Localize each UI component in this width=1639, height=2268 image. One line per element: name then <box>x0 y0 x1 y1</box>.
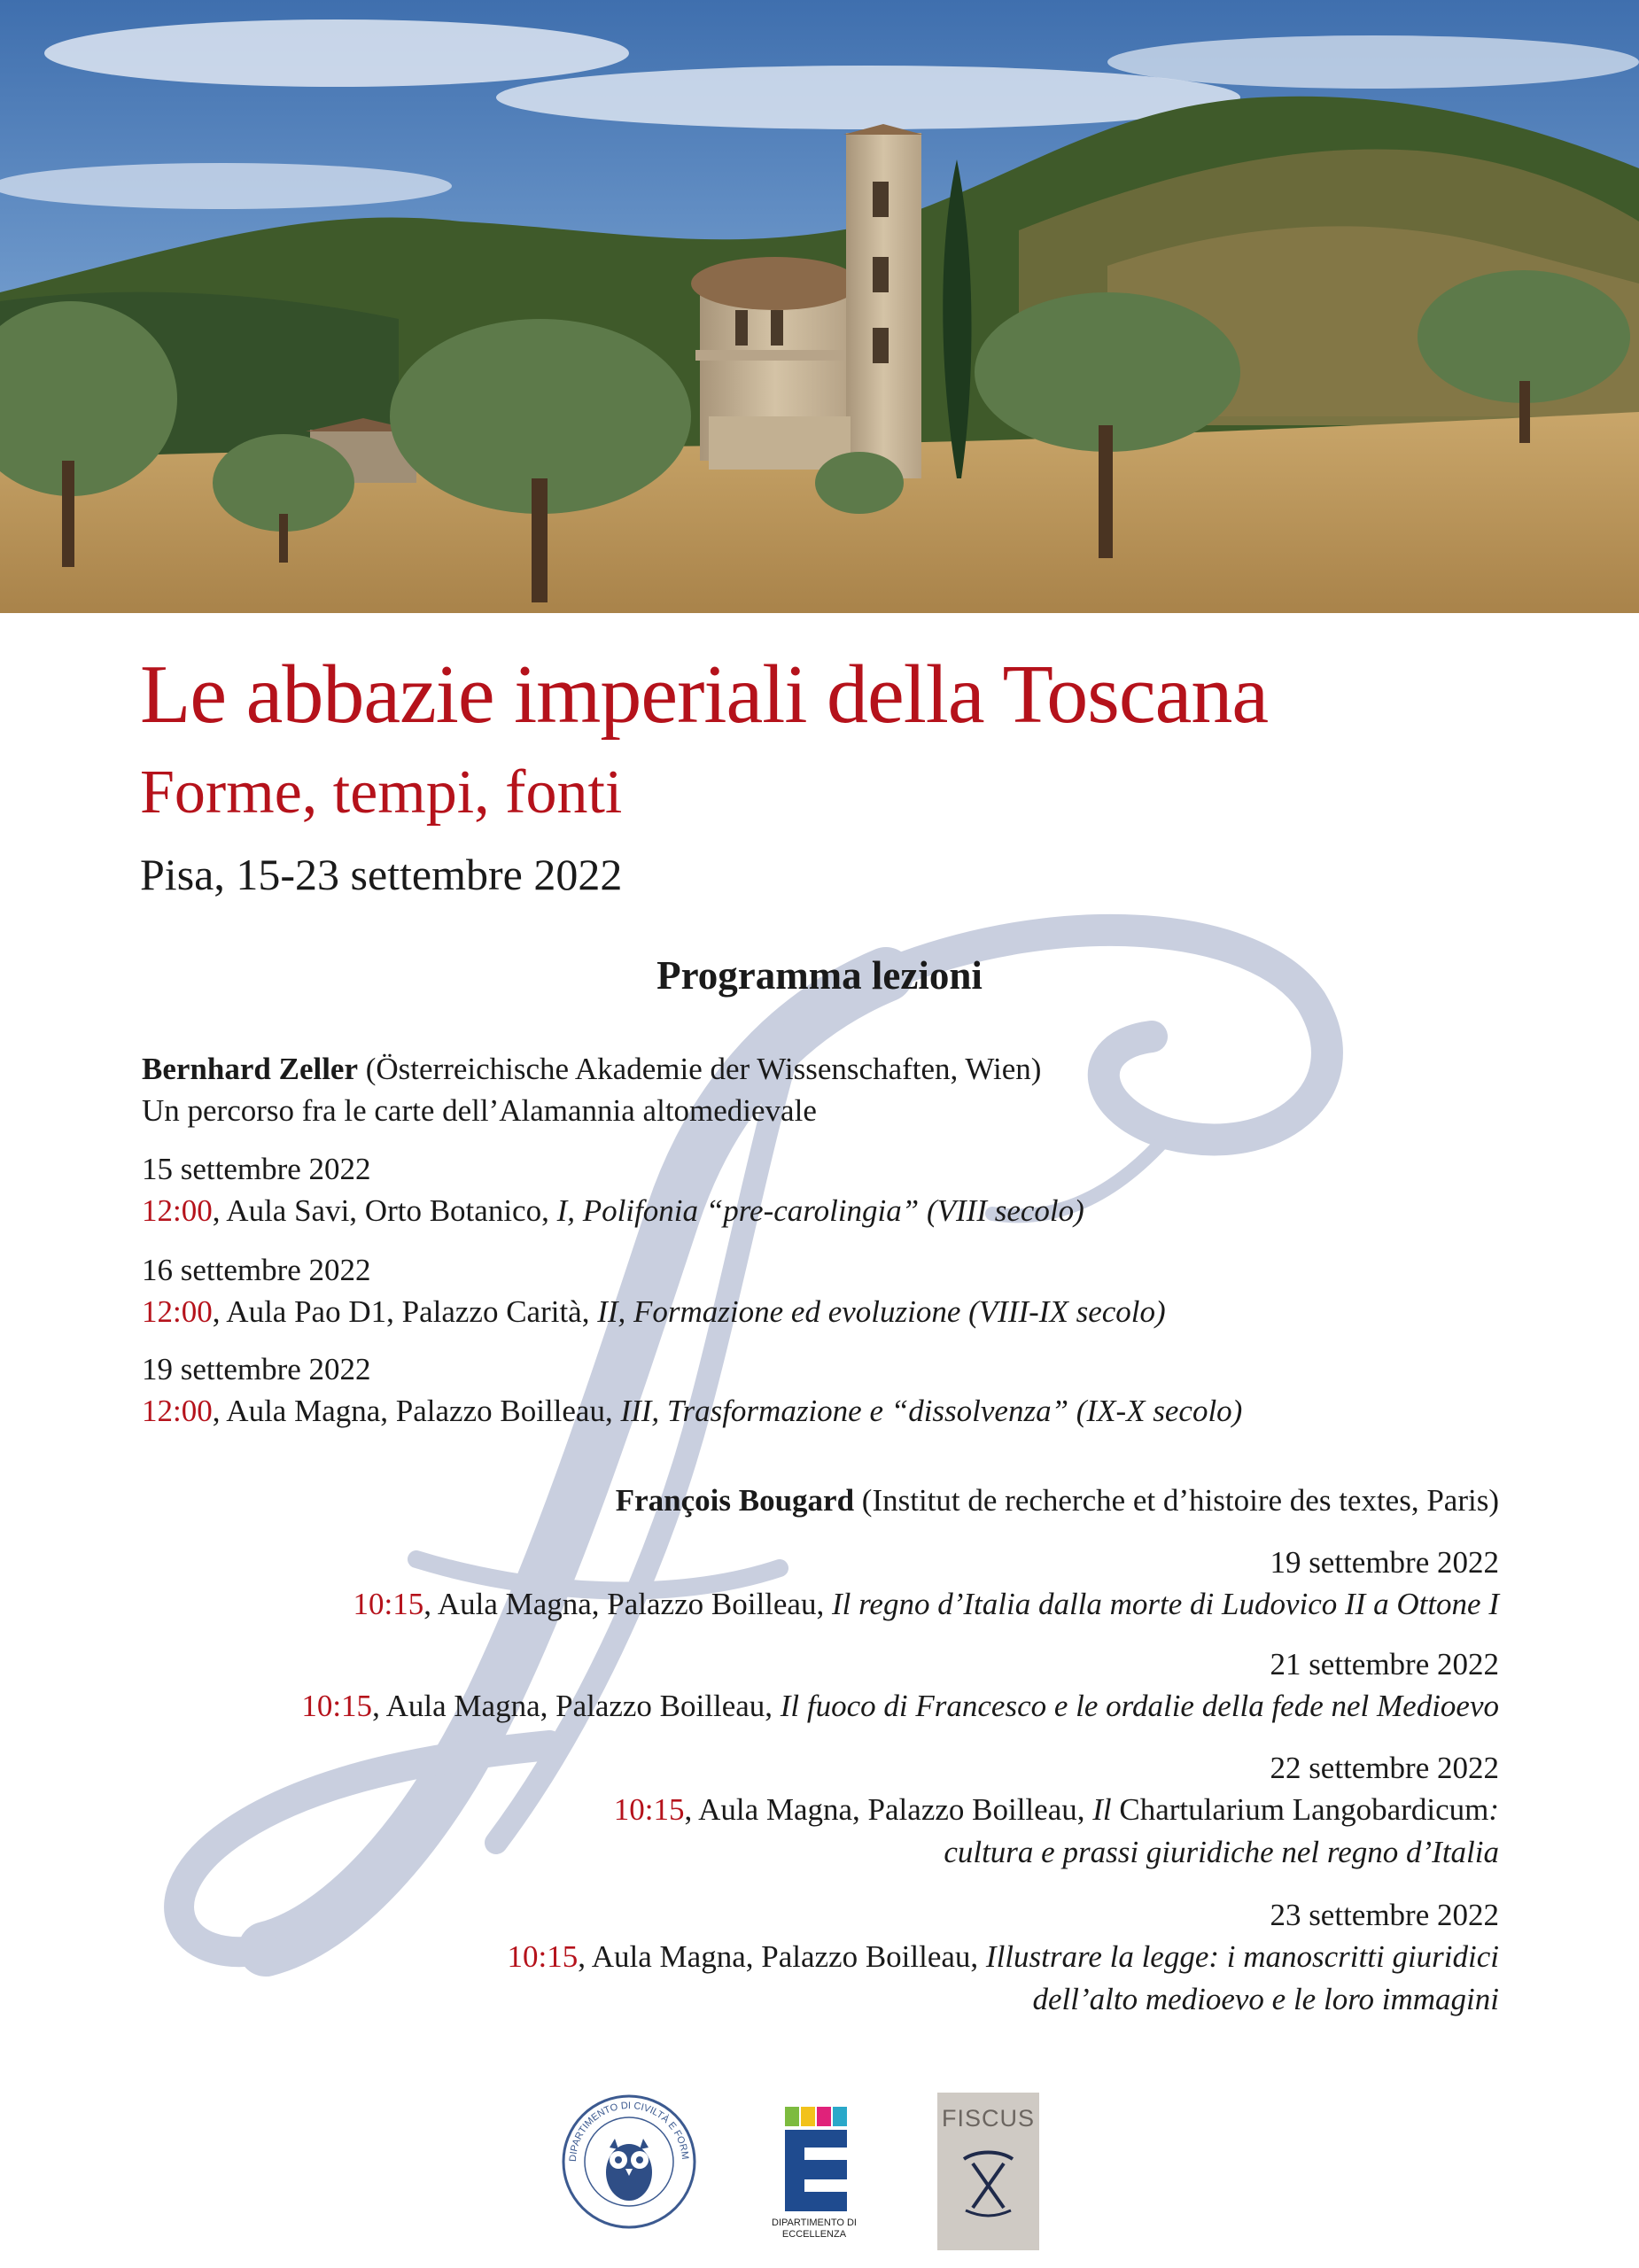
fiscus-label: FISCUS <box>941 2105 1035 2132</box>
lecture-location: , Aula Magna, Palazzo Boilleau, <box>423 1587 832 1622</box>
lecture-time: 12:00 <box>142 1294 213 1330</box>
lecture-details <box>142 1390 1242 1432</box>
lecture-location: , Aula Pao D1, Palazzo Carità, <box>212 1294 598 1330</box>
lecture-entry <box>353 1542 1499 1626</box>
fiscus-basket-icon <box>937 2132 1039 2230</box>
seal-text: DIPARTIMENTO DI CIVILTÀ E FORM <box>567 2100 691 2163</box>
lecture-details <box>142 1190 1084 1231</box>
lecture-date: 19 settembre 2022 <box>1270 1545 1499 1580</box>
lecture-topic-continued: dell’alto medioevo e le loro immagini <box>1032 1981 1499 2016</box>
lecture-entry <box>301 1643 1499 1728</box>
lecture-location: , Aula Savi, Orto Botanico, <box>212 1193 557 1229</box>
lecture-topic: Illustrare la legge: i manoscritti giuridici <box>985 1939 1499 1975</box>
lecture-topic: III, Trasformazione e “dissolvenza” (IX-X secolo) <box>620 1394 1243 1429</box>
hero-photo-abbey <box>0 0 1639 613</box>
lecture-date: 21 settembre 2022 <box>1270 1647 1499 1682</box>
calligraphic-f-watermark <box>0 868 1639 2055</box>
excellence-department-logo <box>765 2107 863 2257</box>
lecture-location: , Aula Magna, Palazzo Boilleau, <box>212 1394 621 1429</box>
speaker-affiliation: (Österreichische Akademie der Wissenschaften, Wien) <box>358 1052 1042 1086</box>
lecture-topic: Il regno d’Italia dalla morte di Ludovico II a Ottone I <box>831 1587 1499 1622</box>
lecture-entry <box>142 1148 1084 1232</box>
page-title: Le abbazie imperiali della Toscana <box>140 649 1269 741</box>
lecture-details <box>353 1583 1499 1625</box>
lecture-time: 10:15 <box>613 1792 685 1828</box>
lecture-entry <box>142 1249 1166 1333</box>
lecture-entry <box>142 1348 1242 1433</box>
lecture-date: 19 settembre 2022 <box>142 1352 371 1386</box>
department-seal-logo <box>558 2091 700 2233</box>
excellence-label-line2: ECCELLENZA <box>781 2229 847 2241</box>
lecture-date: 22 settembre 2022 <box>1270 1751 1499 1785</box>
lecture-date: 15 settembre 2022 <box>142 1152 371 1186</box>
lecture-entry <box>507 1894 1499 2020</box>
lecture-location: , Aula Magna, Palazzo Boilleau, <box>372 1689 781 1724</box>
speaker-name: François Bougard <box>615 1483 855 1518</box>
sponsor-logos <box>0 2091 1639 2268</box>
owl-icon <box>558 2091 700 2233</box>
excellence-e-icon <box>765 2107 863 2213</box>
lecture-time: 10:15 <box>301 1689 373 1724</box>
lecture-date: 16 settembre 2022 <box>142 1253 371 1287</box>
program-heading: Programma lezioni <box>656 953 983 998</box>
lecture-details <box>507 1936 1499 1977</box>
fiscus-logo <box>937 2093 1039 2250</box>
lecture-topic-continued: cultura e prassi giuridiche nel regno d’Italia <box>944 1834 1499 1869</box>
speaker-block-bougard <box>616 1480 1499 1521</box>
lecture-details <box>301 1685 1499 1727</box>
speaker-name: Bernhard Zeller <box>142 1052 358 1086</box>
lecture-topic: II, Formazione ed evoluzione (VIII-IX secolo) <box>597 1294 1166 1330</box>
lecture-topic-work: Chartularium Langobardicum <box>1119 1792 1489 1828</box>
lecture-location: , Aula Magna, Palazzo Boilleau, <box>684 1792 1093 1828</box>
lecture-time: 10:15 <box>507 1939 579 1975</box>
lecture-date: 23 settembre 2022 <box>1270 1898 1499 1932</box>
lecture-entry <box>614 1747 1499 1873</box>
lecture-location: , Aula Magna, Palazzo Boilleau, <box>578 1939 986 1975</box>
lecture-time: 12:00 <box>142 1394 213 1429</box>
excellence-label-line1: DIPARTIMENTO DI <box>772 2218 857 2228</box>
speaker-affiliation: (Institut de recherche et d’histoire des textes, Paris) <box>854 1483 1499 1518</box>
lecture-details <box>614 1789 1499 1830</box>
lecture-topic-prefix: Il <box>1092 1792 1120 1828</box>
speaker-line <box>616 1480 1499 1521</box>
place-and-dates: Pisa, 15-23 settembre 2022 <box>140 850 623 899</box>
lecture-topic: Il fuoco di Francesco e le ordalie della fede nel Medioevo <box>780 1689 1499 1724</box>
lecture-time: 12:00 <box>142 1193 213 1229</box>
lecture-topic-colon: : <box>1488 1792 1499 1828</box>
speaker-line <box>142 1048 1041 1090</box>
course-title: Un percorso fra le carte dell’Alamannia altomedievale <box>142 1093 817 1129</box>
lecture-topic: I, Polifonia “pre-carolingia” (VIII secolo) <box>556 1193 1084 1229</box>
lecture-details <box>142 1291 1166 1332</box>
lecture-time: 10:15 <box>353 1587 424 1622</box>
page-subtitle: Forme, tempi, fonti <box>140 758 623 827</box>
speaker-block-zeller <box>142 1048 1041 1132</box>
